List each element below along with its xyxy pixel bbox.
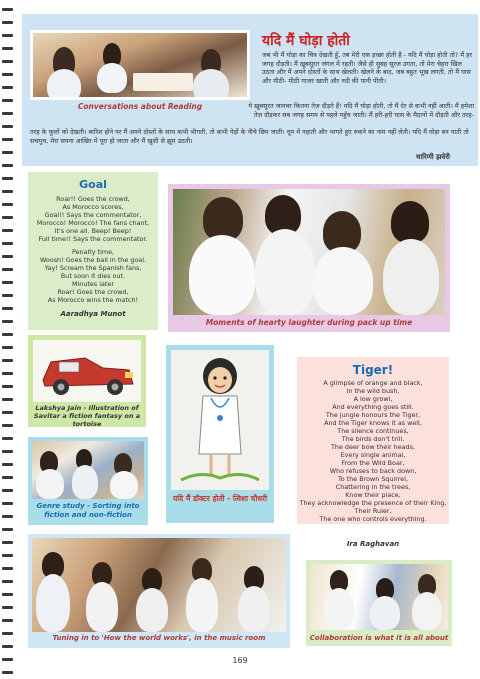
spiral-ring (2, 255, 13, 258)
poem-line: The deer bow their heads, (331, 443, 415, 451)
spiral-ring (2, 437, 13, 440)
tiger-poem-title: Tiger! (352, 363, 394, 377)
hindi-article-title: यदि मैं घोड़ा होती (262, 33, 350, 49)
spiral-ring (2, 359, 13, 362)
car-illustration (33, 340, 141, 402)
poem-line: Know their place, (345, 491, 401, 499)
poem-line: And everything goes still. (332, 403, 414, 411)
poem-line: They acknowledge the presence of their King, (299, 499, 447, 507)
photo-music-room (32, 538, 286, 632)
spiral-ring (2, 372, 13, 375)
spiral-ring (2, 567, 13, 570)
caption-laughter: Moments of hearty laughter during pack up time (205, 318, 413, 327)
caption-music-room: Tuning in to 'How the world works', in the music room (52, 634, 266, 642)
poem-line: To the Brown Squirrel, (337, 475, 409, 483)
spiral-ring (2, 229, 13, 232)
spiral-ring (2, 242, 13, 245)
spiral-ring (2, 281, 13, 284)
spiral-ring (2, 34, 13, 37)
poem-line: Yay! Scream the Spanish fans, (44, 264, 142, 272)
spiral-ring (2, 307, 13, 310)
poem-line: Penalty time, (71, 248, 115, 256)
spiral-ring (2, 411, 13, 414)
doctor-drawing (171, 350, 269, 490)
poem-line: But soon it dies out. (60, 272, 126, 280)
spiral-ring (2, 203, 13, 206)
spiral-ring (2, 541, 13, 544)
spiral-ring (2, 8, 13, 11)
caption-collaboration: Collaboration is what it is all about (309, 634, 449, 642)
spiral-ring (2, 502, 13, 505)
spiral-ring (2, 515, 13, 518)
poem-line: Every single animal, (340, 451, 406, 459)
poem-line: The jungle honours the Tiger, (325, 411, 421, 419)
spiral-binding (0, 0, 14, 679)
spiral-ring (2, 138, 13, 141)
caption-genre-study: Genre study - Sorting into fiction and non-fiction (36, 502, 140, 519)
spiral-ring (2, 385, 13, 388)
hindi-article-paragraph: ये ख़ूबसूरत जानवर कितना तेज़ दौड़ते हैं! यदि मैं घोड़ा होती, तो मैं देर से कभी नहीं आती। मैं हमेशा तेज़ दौड़कर सब जगह समय से पहले पहुँच जाती। मैं हरी-हरी घास के मैदानों में दौड़ती और तरह- (248, 102, 474, 119)
spiral-ring (2, 528, 13, 531)
spiral-ring (2, 476, 13, 479)
caption-reading: Conversations about Reading (77, 102, 203, 111)
tiger-poem-author: Ira Raghavan (346, 540, 400, 548)
poem-line: From the Wild Boar, (341, 459, 405, 467)
spiral-ring (2, 593, 13, 596)
poem-line: And the Tiger knows it as well, (324, 419, 422, 427)
spiral-ring (2, 346, 13, 349)
poem-line: The one who controls everything. (319, 515, 427, 523)
hindi-article-author: धारिणी झवेरी (416, 153, 450, 161)
poem-line: A glimpse of orange and black, (323, 379, 423, 387)
spiral-ring (2, 580, 13, 583)
spiral-ring (2, 645, 13, 648)
poem-line: Their Ruler, (354, 507, 392, 515)
spiral-ring (2, 73, 13, 76)
caption-car-illustration: Lakshya Jain - Illustration of Savitar a fiction fantasy on a tortoise (33, 404, 141, 428)
spiral-ring (2, 489, 13, 492)
poem-line: Roar! Goes the crowd, (57, 288, 129, 296)
hindi-article-paragraph: जब भी मैं घोड़ा का चित्र देखती हूँ, तब मेरी एक इच्छा होती है - यदि मैं घोड़ा होती तो? मैं हर जगह दौड़ती। मैं ख़ूबसूरत जंगल में रहती। जैसे ही सुबह सूरज उगता, तो मेरा चेहरा खिल उठता और मैं अपने दोस्तों के साथ खेलती। खेलने के बाद, जब बहुत भूख लगती, तो मैं घास और मीठी- मीठी गाजर खाती और नदी की पानी पीती। (262, 51, 473, 85)
poem-line: Minutes later (72, 280, 114, 288)
spiral-ring (2, 320, 13, 323)
poem-line: Full time!! Says the commentator. (38, 235, 148, 243)
spiral-ring (2, 398, 13, 401)
spiral-ring (2, 216, 13, 219)
poem-line: A low growl, (353, 395, 393, 403)
poem-line: Morocco! Morocco! The fans chant, (36, 219, 150, 227)
photo-reading-conversations (30, 30, 250, 100)
photo-collaboration (310, 564, 448, 630)
hindi-article-paragraph: तरह के फूलों को देखती। बारिश होने पर मैं अपने दोस्तों के साथ कभी भीगती, तो कभी पेड़ों के नीचे छिप जाती। धूप में नहाती और भागते हुए रुकने का नाम नहीं लेती। यदि मैं घोड़ा बन पाती तो सचमुच, मेरा सपना आखिर में पूरा हो जाता और मैं खुशी से झूम उठती। (30, 128, 469, 145)
goal-poem-title: Goal (79, 178, 107, 191)
spiral-ring (2, 268, 13, 271)
spiral-ring (2, 554, 13, 557)
poem-line: Chattering in the trees, (335, 483, 411, 491)
spiral-ring (2, 177, 13, 180)
spiral-ring (2, 60, 13, 63)
photo-laughter-pack-up (173, 189, 445, 315)
poem-line: The birds don't trill. (341, 435, 405, 443)
spiral-ring (2, 632, 13, 635)
spiral-ring (2, 294, 13, 297)
spiral-ring (2, 619, 13, 622)
poem-line: Goal!! Says the commentator, (44, 211, 142, 219)
spiral-ring (2, 190, 13, 193)
poem-line: Woosh! Goes the ball in the goal. (39, 256, 147, 264)
spiral-ring (2, 99, 13, 102)
poem-line: In the wild bush, (346, 387, 400, 395)
doctor-drawing-svg (171, 350, 269, 490)
page-number: 169 (232, 656, 248, 665)
car-drawing-svg (33, 340, 141, 402)
spiral-ring (2, 463, 13, 466)
spiral-ring (2, 112, 13, 115)
poem-line: Who refuses to back down, (329, 467, 417, 475)
photo-genre-study (32, 441, 144, 499)
spiral-ring (2, 21, 13, 24)
poem-line: As Morocco scores, (62, 203, 124, 211)
spiral-ring (2, 164, 13, 167)
spiral-ring (2, 671, 13, 674)
poem-line: As Morocco wins the match! (47, 296, 139, 304)
poem-line: The silence continues, (337, 427, 409, 435)
goal-poem-author: Aaradhya Munot (60, 310, 126, 318)
spiral-ring (2, 450, 13, 453)
spiral-ring (2, 86, 13, 89)
spiral-ring (2, 125, 13, 128)
poem-line: It's one all. Beep! Beep! (54, 227, 132, 235)
spiral-ring (2, 606, 13, 609)
caption-doctor-drawing: यदि मैं डॉक्टर होती - त्विशा चौधरी (172, 494, 268, 503)
spiral-ring (2, 47, 13, 50)
poem-line: Roar!! Goes the crowd, (56, 195, 130, 203)
goal-poem-lines (28, 195, 158, 304)
tiger-poem-lines (297, 379, 449, 523)
spiral-ring (2, 333, 13, 336)
spiral-ring (2, 151, 13, 154)
spiral-ring (2, 424, 13, 427)
